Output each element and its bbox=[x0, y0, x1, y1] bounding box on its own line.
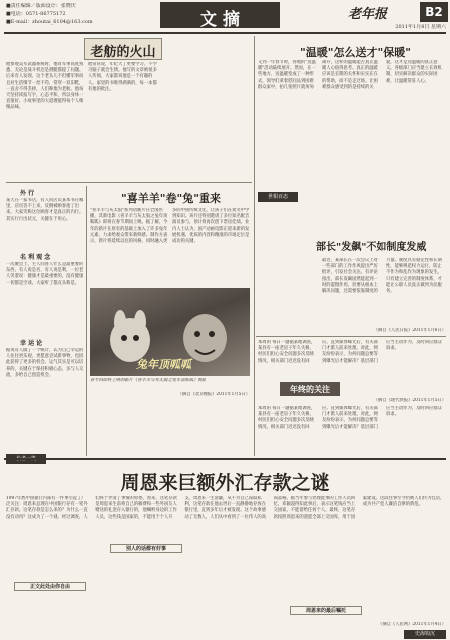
left-subhead-outsider: 外 行 bbox=[20, 190, 35, 197]
left-body-1: 他参观美军武器系统时，他对军事高度熟悉，无论是战斗机还是潜艇都提了问题。后来有人发现，这个老头儿不但懂军事而且对生活细节一丝不苟，常穿一双旧鞋，一直舍不得丢掉，人们称他为老舫。他每天坚持读报写字，心态平和，所以身体一直很好。小故事里的大道理值得每个人细细品味。 bbox=[6, 62, 84, 111]
email-line: ■E-mail：zhoutai_6104@163.com bbox=[6, 19, 93, 25]
masthead bbox=[0, 0, 450, 34]
left-body-3: 某天在一家书店，有人问店员某本书在哪里，店员答不上来，反倒被顾客指了出来。大家笑称这位顾客才是真正的内行。其实行行出状元，关键在于用心。 bbox=[6, 198, 84, 222]
right-top-source: （摘自《人民日报》2011年1月6日） bbox=[373, 328, 446, 333]
right-mid-source: （摘自《现代快报》2011年1月5日） bbox=[373, 398, 446, 403]
issue-date: 2011年1月8日 星期六 bbox=[395, 24, 446, 30]
left-headline-box bbox=[84, 38, 162, 60]
poster-caption: 春节档即将上映的新片《喜羊羊与灰太狼之兔年顶呱呱》海报 bbox=[90, 378, 207, 383]
right-top-body: 又到一年春节时，各地的"送温暖"活动陆续展开。然而，在一些地方，送温暖变成了一种形式，领导们拿着慰问品到困难群众家中，拍几张照片就匆匆离开，这样的温暖能否真正温暖人心值得思考。真正的温暖应该是长期的关怀和实实在在的帮助，而不是走过场。让困难群众感受到的是持续的关爱，这才是送温暖的真正意义。各级部门应当建立长效机制，切实解决群众的实际困难，让温暖常驻人心。 bbox=[258, 60, 442, 90]
left-subhead-fame: 名 利 观 念 bbox=[20, 254, 51, 261]
editor-line: ■责任编辑／版面设计：张晓庆 bbox=[6, 3, 76, 9]
bottom-subhead-2: 别人的话都有好事 bbox=[110, 544, 182, 553]
left-headline: 老舫的火山 bbox=[90, 45, 156, 60]
left-subhead-luck: 幸 运 论 bbox=[20, 340, 43, 347]
mid-top-rule bbox=[88, 182, 252, 183]
poster-title: 兔年顶呱呱 bbox=[136, 358, 191, 371]
bottom-source: （摘自《人民网》2011年1月4日） bbox=[378, 622, 446, 627]
bottom-body: 1997年底中国银行内部有一件事引起了广泛关注：周恩来总理在中国银行存有一笔外汇存款。这笔存款是怎么来的？为什么一直没有动用？这成为了一个谜。经过调查，人们终于弄清了事情的原委。原来，这笔存款是周恩来生前将自己的稿费和一些外国友人赠送的礼金存入银行的，他嘱咐身边的工作人员，这些钱是国家的，不能用于个人开支。周恩来一生清廉，从不为自己谋取私利，这笔存款在他去世后一直静静地存放在银行里，直到多年后才被发现。这个故事感动了无数人，人们从中看到了一位伟人的高尚品格。据当年参与处理此事的工作人员回忆，邓颖超得知此事后，表示这笔钱应当上交国家，不能留给任何个人。最终，这笔存款按照周恩来的遗愿全部上交国库，用于国家建设。这段往事至今仍被人们传为佳话，成为共产党人廉洁自律的典范。 bbox=[6, 496, 445, 520]
left-body-2: 他常常说，年纪大了更要学习，不学习脑子就会生锈。他写的文章被很多人传阅，大家都说他是一个有趣的人。家里的书堆得满满的，每一本都有他的批注。 bbox=[88, 62, 157, 92]
masthead-rule bbox=[4, 32, 446, 34]
right-top-body-2: 最近，某部长在一次会议上对一些部门的工作作风提出严厉批评，引发社会关注。有评论指出，部长发飙固然能起到一时的震慑作用，但要从根本上解决问题，还需要依靠制度的力量。制度具有稳定性和长期性，能够规范权力运行，防止不作为和乱作为现象的发生。只有建立完善的制度体系，才能让公职人员真正做到为民服务。 bbox=[322, 258, 442, 295]
page-number: B2 bbox=[420, 2, 448, 22]
bottom-subhead-1: 正文此处由你自由 bbox=[14, 582, 86, 591]
section-title-box bbox=[160, 2, 280, 28]
mid-body: "喜羊羊与灰太狼"系列动画片在全国热播，其新电影《喜羊羊与灰太狼之兔年顶呱呱》即将在春节期间上映。据了解，今年的新片在原有的基础上加入了许多兔年元素，力求给观众带来新鲜感。制作方表示，新片将延续以往的风格，同时融入更多的中国传统文化，让孩子们在欢笑中学到知识。该片还特别邀请了多位知名配音演员参与，预计将再次创下票房佳绩。业内人士认为，国产动画电影正迎来新的发展机遇，优质的内容和精准的市场定位是成功的关键。 bbox=[90, 208, 250, 245]
bottom-subhead-3: 周恩来的最后嘱托 bbox=[290, 606, 362, 615]
bottom-headline: 周恩来巨额外汇存款之谜 bbox=[120, 472, 330, 494]
mid-right-rule bbox=[254, 36, 255, 456]
mid-headline: "喜羊羊"卷"兔"重来 bbox=[121, 192, 221, 205]
right-subhead: 部长"发飙"不如制度发威 bbox=[316, 242, 427, 253]
right-mid-body-cont: 本周的 每日一题据某地调查，某县有一座老房子年久失修，村民们担心安全问题多次反映情况，相关部门迟迟没有回应。直到媒体曝光后，有关部门才派人前来处理。对此，网友纷纷表示，为何问题总要等到曝光后才能解决？基层部门应当主动作为，及时回应群众诉求。 bbox=[258, 406, 442, 430]
bottom-top-rule bbox=[4, 458, 446, 460]
paper-name: 老年报 bbox=[348, 7, 388, 22]
left-body-4: 一次聚会上，主人问客人什么是最重要的东西，有人说是名，有人说是利，一位老人笑着说：健康才是最重要的，没有健康一切都是空谈。大家听了都点头称是。 bbox=[6, 262, 84, 286]
right-mid-body: 本周的 每日一题据某地调查，某县有一座老房子年久失修，村民们担心安全问题多次反映情况，相关部门迟迟没有回应。直到媒体曝光后，有关部门才派人前来处理。对此，网友纷纷表示，为何问题总要等到曝光后才能解决？基层部门应当主动作为，及时回应群众诉求。 bbox=[258, 340, 442, 364]
phone-line: ■电话：0571-86775172 bbox=[6, 11, 66, 17]
year-end-banner bbox=[280, 382, 340, 396]
right-top-tag: 世相百态 bbox=[258, 192, 298, 202]
left-col-rule bbox=[86, 186, 87, 456]
year-end-banner-title: 年终的关注 bbox=[290, 385, 330, 394]
section-title: 文 摘 bbox=[200, 10, 240, 30]
right-mid-rule bbox=[256, 336, 446, 337]
left-body-5: 据说有人做了一个统计，认为自己幸运的人往往更乐观，更愿意尝试新事物，也因此获得了更多的机会。运气其实是可以培养的，关键在于保持积极心态，多与人交流，多给自己创造机会。 bbox=[6, 348, 84, 378]
right-headline: "温暖"怎么送才"保暖" bbox=[300, 46, 411, 59]
movie-poster bbox=[90, 288, 250, 376]
mid-source: （摘自《北京晚报》2011年1月5日） bbox=[177, 392, 250, 397]
bottom-tag: 史海钩沉 bbox=[404, 630, 446, 639]
